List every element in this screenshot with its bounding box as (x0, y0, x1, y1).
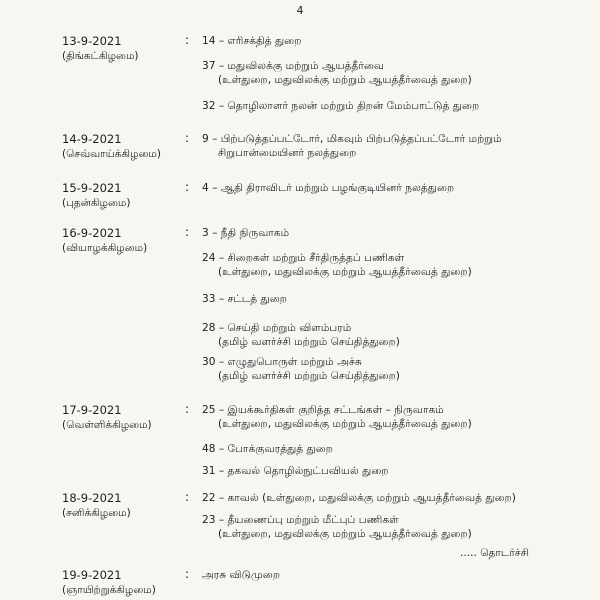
entry-sub: (உள்துறை, மதுவிலக்கு மற்றும் ஆயத்தீர்வைத் துறை) (218, 528, 472, 540)
entry (202, 34, 301, 48)
day-text: (வியாழக்கிழமை) (62, 242, 148, 254)
date-cell (62, 226, 147, 256)
entry-main: 25 – இயக்கூர்திகள் குறித்த சட்டங்கள் – நிருவாகம் (202, 404, 444, 416)
day-text: (புதன்கிழமை) (62, 197, 131, 209)
colon-separator: : (185, 180, 190, 194)
colon-separator: : (185, 567, 190, 581)
entry-main: 9 – பிற்படுத்தப்பட்டோர், மிகவும் பிற்படுத்தப்பட்டோர் மற்றும் (202, 133, 502, 145)
colon-separator: : (185, 131, 190, 145)
date-cell (62, 34, 139, 64)
entry-sub: (உள்துறை, மதுவிலக்கு மற்றும் ஆயத்தீர்வைத் துறை) (218, 266, 472, 278)
day-text: (வெள்ளிக்கிழமை) (62, 419, 152, 431)
date-text: 18-9-2021 (62, 491, 122, 505)
entry-sub: (உள்துறை, மதுவிலக்கு மற்றும் ஆயத்தீர்வைத் துறை) (218, 74, 472, 86)
date-text: 19-9-2021 (62, 568, 122, 582)
entry-main: அரசு விடுமுறை (202, 569, 281, 581)
date-cell (62, 403, 152, 433)
colon-separator: : (185, 225, 190, 239)
date-text: 14-9-2021 (62, 132, 122, 146)
entry-sub: சிறுபான்மையினர் நலத்துறை (218, 147, 357, 159)
entry (202, 491, 516, 505)
date-cell (62, 181, 130, 211)
entry (202, 464, 389, 478)
entry (202, 226, 289, 240)
colon-separator: : (185, 33, 190, 47)
date-text: 16-9-2021 (62, 226, 122, 240)
colon-separator: : (185, 490, 190, 504)
entry-main: 33 – சட்டத் துறை (202, 293, 287, 305)
date-text: 13-9-2021 (62, 34, 122, 48)
day-text: (ஞாயிற்றுக்கிழமை) (62, 584, 156, 596)
entry (202, 513, 472, 541)
entry (202, 181, 454, 195)
entry-main: 23 – தீயணைப்பு மற்றும் மீட்புப் பணிகள் (202, 514, 399, 526)
entry-main: 4 – ஆதி திராவிடர் மற்றும் பழங்குடியினர் நலத்துறை (202, 182, 455, 194)
entry-main: 48 – போக்குவரத்துத் துறை (202, 443, 333, 455)
entry (202, 321, 400, 349)
entry-main: 37 – மதுவிலக்கு மற்றும் ஆயத்தீர்வை (202, 60, 385, 72)
entry-sub: (தமிழ் வளர்ச்சி மற்றும் செய்தித்துறை) (218, 370, 400, 382)
continuation-note: ..... தொடர்ச்சி (460, 547, 530, 559)
entry (202, 251, 472, 279)
entry-main: 28 – செய்தி மற்றும் விளம்பரம் (202, 322, 352, 334)
entry (202, 292, 287, 306)
entry (202, 132, 502, 160)
entry-main: 31 – தகவல் தொழில்நுட்பவியல் துறை (202, 465, 389, 477)
entry (202, 99, 479, 113)
entry-main: 32 – தொழிலாளர் நலன் மற்றும் திறன் மேம்பாட்டுத் துறை (202, 100, 480, 112)
day-text: (சனிக்கிழமை) (62, 507, 131, 519)
date-cell (62, 132, 161, 162)
entry-main: 14 – எரிசக்தித் துறை (202, 35, 302, 47)
entry-main: 22 – காவல் (உள்துறை, மதுவிலக்கு மற்றும் ஆயத்தீர்வைத் துறை) (202, 492, 516, 504)
date-text: 17-9-2021 (62, 403, 122, 417)
entry-sub: (உள்துறை, மதுவிலக்கு மற்றும் ஆயத்தீர்வைத் துறை) (218, 418, 472, 430)
entry (202, 568, 280, 582)
entry-main: 30 – எழுதுபொருள் மற்றும் அச்சு (202, 356, 362, 368)
date-cell (62, 491, 131, 521)
day-text: (செவ்வாய்க்கிழமை) (62, 148, 161, 160)
page-number: 4 (296, 4, 304, 17)
entry (202, 59, 472, 87)
entry (202, 442, 333, 456)
date-cell (62, 568, 156, 598)
entry (202, 403, 472, 431)
entry-sub: (தமிழ் வளர்ச்சி மற்றும் செய்தித்துறை) (218, 336, 400, 348)
entry (202, 355, 400, 383)
day-text: (திங்கட்கிழமை) (62, 50, 139, 62)
entry-main: 3 – நீதி நிருவாகம் (202, 227, 290, 239)
date-text: 15-9-2021 (62, 181, 122, 195)
entry-main: 24 – சிறைகள் மற்றும் சீர்திருத்தப் பணிகள் (202, 252, 405, 264)
colon-separator: : (185, 402, 190, 416)
